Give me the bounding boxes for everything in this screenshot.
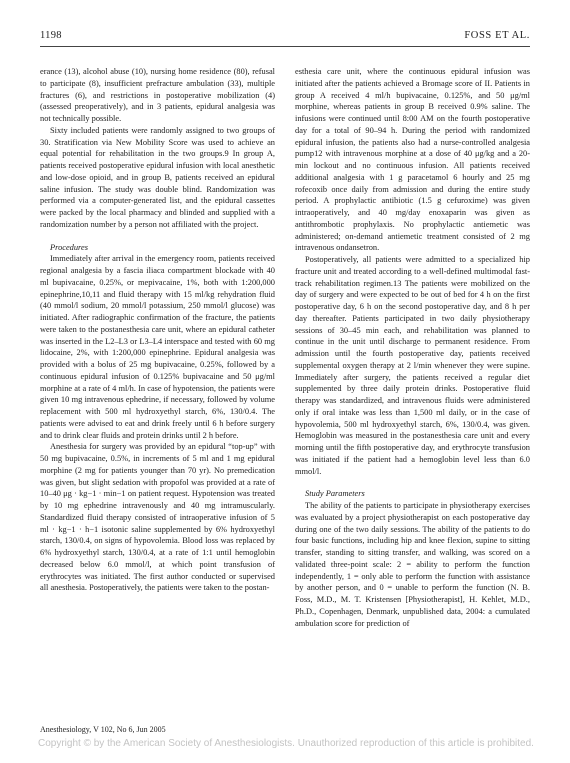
copyright-notice: Copyright © by the American Society of Anesthesiologists. Unauthorized reproduction of this article is prohibited.: [38, 738, 534, 749]
page-number: 1198: [40, 30, 62, 41]
running-header: [40, 30, 530, 44]
section-heading-procedures: Procedures: [50, 242, 88, 252]
paragraph: Sixty included patients were randomly assigned to two groups of 30. Stratification via New Mobility Score was used to achieve an equal potential for rehabilitation in the two groups.9 In group A, patients received postoperative epidural infusion with local anesthetic and low-dose opioid, and in group B, patients received an epidural saline infusion. The study was double blind. Randomization was performed via a computer-generated list, and the epidural cassettes were packed by the local pharmacy and blinded and supplied with a randomization number by a person not affiliated with the project.: [40, 125, 275, 229]
section-heading-study-parameters: Study Parameters: [305, 489, 365, 499]
paragraph: erance (13), alcohol abuse (10), nursing home residence (80), refusal to participate (8), insufficient prefracture ambulation (33), multiple fractures (6), and restrictions in postoperative mobilization (4) (assessed preoperatively), and in 3 patients, epidural analgesia was not technically possible.: [40, 67, 275, 123]
right-column: [295, 66, 530, 629]
paragraph: Postoperatively, all patients were admitted to a specialized hip fracture unit and treated according to a well-defined multimodal fast-track rehabilitation regimen.13 The patients were mobilized on the day of surgery and were expected to be out of bed for 4 h on the first postoperative day, 6 h on the second postoperative day, and 8 h per day thereafter. Patients participated in two daily physiotherapy sessions of 30–45 min each, and rehabilitation was planned to continue in the unit until discharge to permanent residence. From admission until the fourth postoperative day, patients received supplemental oxygen therapy at 2 l/min whenever they were supine. Immediately after surgery, the patients received a regular diet supplemented by three daily protein drinks. Postoperative fluid therapy was standardized, and intravenous fluids were administered only if oral intake was less than 1,500 ml daily, or in the case of hypovolemia, 500 ml hydroxyethyl starch, 6%, 130/0.4, was given. Hemoglobin was measured in the postanesthesia care unit and every morning until the fifth postoperative day, and erythrocyte transfusion was initiated if the patient had a hemoglobin level less than 6.0 mmol/l.: [295, 255, 530, 476]
paragraph: Immediately after arrival in the emergency room, patients received regional analgesia by a fascia iliaca compartment blockade with 40 ml bupivacaine, 0.25%, or mepivacaine, 1%, both with 1:200,000 epinephrine,10,11 and fluid therapy with 15 ml/kg rehydration fluid (40 mmol/l sodium, 20 mmol/l potassium, 250 mmol/l glucose) was initiated. After radiographic confirmation of the fracture, the patients were taken to the postanesthesia care unit, where an epidural catheter was inserted in the L2–L3 or L3–L4 interspace and tested with 60 mg lidocaine, 2%, with 1:200,000 epinephrine. Epidural analgesia was provided with a bolus of 25 mg bupivacaine, 0.25%, followed by a continuous epidural infusion of 0.125% bupivacaine and 50 μg/ml morphine at a rate of 4 ml/h. In case of hypotension, the patients were given 10 mg intravenous ephedrine, if necessary, followed by volume replacement with 500 ml hydroxyethyl starch, 6%, 130/0.4. The patients were advised to eat and drink freely until 6 h before surgery and to drink clear fluids and protein drinks until 2 h before.: [40, 254, 275, 440]
header-rule: [40, 46, 530, 47]
paragraph: Anesthesia for surgery was provided by an epidural “top-up” with 50 mg bupivacaine, 0.5%, in increments of 5 ml and 1 mg epidural morphine (2 mg for patients younger than 70 yr). No premedication was given, but slight sedation with propofol was provided at a rate of 10–40 μg · kg−1 · min−1 on patient request. Hypotension was treated by 10 mg ephedrine intravenously and 40 mg intramuscularly. Standardized fluid therapy consisted of intraoperative infusion of 5 ml · kg−1 · h−1 isotonic saline supplemented by 6% hydroxyethyl starch, 130/0.4, on signs of hypovolemia. Blood loss was replaced by 6% hydroxyethyl starch, 130/0.4, at a rate of 1:1 until hemoglobin decreased below 6.0 mmol/l, at which point transfusion of erythrocytes was initiated. The first author conducted or supervised all anesthesia. Postoperatively, the patients were taken to the postan-: [40, 442, 275, 593]
paragraph: esthesia care unit, where the continuous epidural infusion was initiated after the patients achieved a Bromage score of II. Patients in group A received 4 ml/h bupivacaine, 0.125%, and 50 μg/ml morphine, whereas patients in group B received 0.9% saline. The infusions were continued until 8:00 AM on the fourth postoperative day for a total of 90–94 h. During the period with randomized epidural infusion, the patients also had a nurse-controlled analgesia pump12 with intravenous morphine at a dose of 40 μg/kg and a 20-min lockout and no continuous infusion. All patients received additional analgesia with 1 g paracetamol 6 hourly and 25 mg rofecoxib once daily from admission and during the entire study period. A prophylactic antibiotic (1.5 g cefuroxime) was given intraoperatively, and 40 mg/day enoxaparin was given as antithrombotic prophylaxis. No prophylactic antiemetic was administered; on-demand antiemetic treatment consisted of 2 mg intravenous ondansetron.: [295, 67, 530, 253]
journal-footer: Anesthesiology, V 102, No 6, Jun 2005: [40, 725, 166, 734]
left-column: [40, 66, 275, 594]
paragraph: The ability of the patients to participate in physiotherapy exercises was evaluated by a project physiotherapist on each postoperative day during one of the two daily sessions. The ability of the patients to do four basic functions, including hip and knee flexion, supine to sitting transfer, standing to sitting transfer, and walking, was scored on a validated three-point scale: 2 = ability to perform the function independently, 1 = only able to perform the function with assistance by another person, and 0 = unable to perform the function (N. B. Foss, M.D., M. T. Kristensen [Physiotherapist], H. Kehlet, M.D., Ph.D., Copenhagen, Denmark, unpublished data, 2004: a cumulated ambulation score for prediction of: [295, 501, 530, 628]
running-head-authors: FOSS ET AL.: [464, 30, 530, 41]
